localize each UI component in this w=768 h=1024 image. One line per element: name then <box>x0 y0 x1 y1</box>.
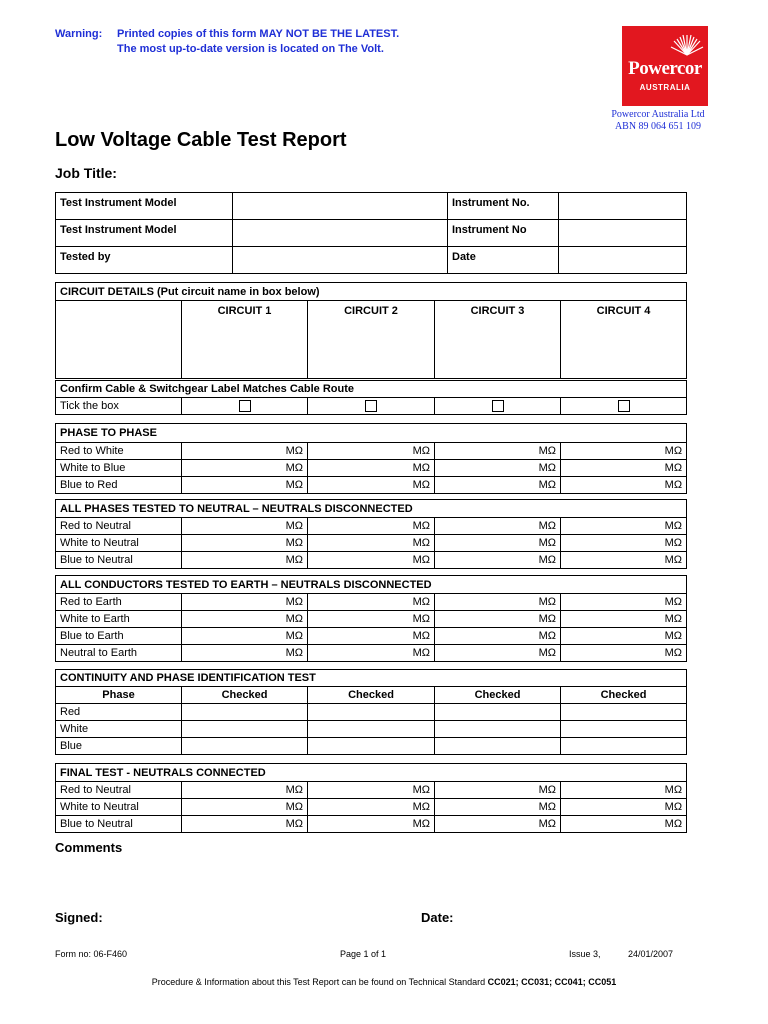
reading-cell[interactable]: MΩ <box>435 460 561 477</box>
reading-cell[interactable]: MΩ <box>308 477 435 494</box>
reading-cell[interactable]: MΩ <box>182 611 308 628</box>
instrument-table <box>55 192 687 274</box>
reading-cell[interactable]: MΩ <box>561 816 687 833</box>
procedure-note <box>0 977 768 987</box>
row-label: White to Blue <box>56 460 182 477</box>
circuit-details-table <box>55 282 687 379</box>
phase-to-phase-heading: PHASE TO PHASE <box>56 424 687 443</box>
continuity-heading: CONTINUITY AND PHASE IDENTIFICATION TEST <box>56 670 687 687</box>
instrument-model-label: Test Instrument Model <box>56 193 233 220</box>
column-header-checked: Checked <box>182 687 308 704</box>
checked-cell[interactable] <box>561 721 687 738</box>
reading-cell[interactable]: MΩ <box>308 443 435 460</box>
instrument-no-label-2: Instrument No <box>448 220 559 247</box>
circuit-3-name[interactable]: CIRCUIT 3 <box>435 301 561 379</box>
circuit-details-note: (Put circuit name in box below) <box>153 285 320 298</box>
company-name: Powercor Australia Ltd <box>611 109 705 120</box>
reading-cell[interactable]: MΩ <box>182 518 308 535</box>
tested-by-field[interactable] <box>233 247 448 274</box>
instrument-no-field-2[interactable] <box>559 220 687 247</box>
circuit-1-name[interactable]: CIRCUIT 1 <box>182 301 308 379</box>
row-label: Neutral to Earth <box>56 645 182 662</box>
reading-cell[interactable]: MΩ <box>182 460 308 477</box>
page-number: Page 1 of 1 <box>340 949 387 959</box>
circuit-4-name[interactable]: CIRCUIT 4 <box>561 301 687 379</box>
powercor-logo <box>622 26 708 106</box>
circuit-details-heading: CIRCUIT DETAILS <box>60 285 154 298</box>
test-date-field[interactable] <box>559 247 687 274</box>
reading-cell[interactable]: MΩ <box>435 477 561 494</box>
row-label: White to Neutral <box>56 535 182 552</box>
row-label: Blue to Neutral <box>56 552 182 569</box>
column-header-phase: Phase <box>56 687 182 704</box>
checked-cell[interactable] <box>435 704 561 721</box>
tick-box-label: Tick the box <box>56 398 182 415</box>
row-label: Blue <box>56 738 182 755</box>
reading-cell[interactable]: MΩ <box>435 782 561 799</box>
reading-cell[interactable]: MΩ <box>561 535 687 552</box>
reading-cell[interactable]: MΩ <box>561 628 687 645</box>
circuit-2-name[interactable]: CIRCUIT 2 <box>308 301 435 379</box>
row-label: Blue to Earth <box>56 628 182 645</box>
reading-cell[interactable]: MΩ <box>561 477 687 494</box>
technical-standards: CC021; CC031; CC041; CC051 <box>487 977 617 987</box>
reading-cell[interactable]: MΩ <box>435 799 561 816</box>
form-number: Form no: 06-F460 <box>55 949 128 959</box>
circuit-blank-cell <box>56 301 182 379</box>
reading-cell[interactable]: MΩ <box>435 594 561 611</box>
reading-cell[interactable]: MΩ <box>182 594 308 611</box>
reading-cell[interactable]: MΩ <box>308 535 435 552</box>
reading-cell[interactable]: MΩ <box>561 552 687 569</box>
circuit-1-checkbox[interactable] <box>239 400 251 412</box>
conductors-to-earth-heading: ALL CONDUCTORS TESTED TO EARTH – NEUTRALS DISCONNECTED <box>56 576 687 594</box>
checked-cell[interactable] <box>182 738 308 755</box>
warning-label: Warning: <box>55 28 103 40</box>
test-date-label: Date <box>448 247 559 274</box>
checked-cell[interactable] <box>308 738 435 755</box>
reading-cell[interactable]: MΩ <box>561 460 687 477</box>
row-label: Blue to Red <box>56 477 182 494</box>
row-label: Red to White <box>56 443 182 460</box>
reading-cell[interactable]: MΩ <box>308 594 435 611</box>
reading-cell[interactable]: MΩ <box>435 552 561 569</box>
checked-cell[interactable] <box>435 721 561 738</box>
final-test-heading: FINAL TEST - NEUTRALS CONNECTED <box>56 764 687 782</box>
reading-cell[interactable]: MΩ <box>308 552 435 569</box>
warning-notice <box>55 27 399 57</box>
reading-cell[interactable]: MΩ <box>561 594 687 611</box>
reading-cell[interactable]: MΩ <box>182 645 308 662</box>
sunburst-icon <box>670 32 704 56</box>
checked-cell[interactable] <box>561 738 687 755</box>
column-header-checked: Checked <box>435 687 561 704</box>
reading-cell[interactable]: MΩ <box>182 552 308 569</box>
conductors-to-earth-table <box>55 575 687 662</box>
row-label: White <box>56 721 182 738</box>
company-abn: ABN 89 064 651 109 <box>614 121 702 132</box>
instrument-no-label: Instrument No. <box>448 193 559 220</box>
tested-by-label: Tested by <box>56 247 233 274</box>
instrument-model-field-2[interactable] <box>233 220 448 247</box>
logo-subtitle: AUSTRALIA <box>639 83 691 92</box>
checked-cell[interactable] <box>308 704 435 721</box>
reading-cell[interactable]: MΩ <box>182 782 308 799</box>
confirm-label-table <box>55 380 687 415</box>
job-title-label: Job Title: <box>55 165 117 181</box>
company-info <box>600 109 716 133</box>
warning-line-2: The most up-to-date version is located on The Volt. <box>117 43 384 55</box>
reading-cell[interactable]: MΩ <box>182 816 308 833</box>
issue-date: 24/01/2007 <box>628 949 674 959</box>
reading-cell[interactable]: MΩ <box>308 460 435 477</box>
reading-cell[interactable]: MΩ <box>308 611 435 628</box>
phases-to-neutral-heading: ALL PHASES TESTED TO NEUTRAL – NEUTRALS DISCONNECTED <box>56 500 687 518</box>
row-label: Blue to Neutral <box>56 816 182 833</box>
reading-cell[interactable]: MΩ <box>561 782 687 799</box>
reading-cell[interactable]: MΩ <box>182 477 308 494</box>
checked-cell[interactable] <box>561 704 687 721</box>
issue-number: Issue 3, <box>569 949 601 959</box>
page-title: Low Voltage Cable Test Report <box>55 129 347 151</box>
row-label: Red <box>56 704 182 721</box>
reading-cell[interactable]: MΩ <box>435 645 561 662</box>
row-label: White to Neutral <box>56 799 182 816</box>
reading-cell[interactable]: MΩ <box>308 799 435 816</box>
phases-to-neutral-table <box>55 499 687 569</box>
reading-cell[interactable]: MΩ <box>308 645 435 662</box>
row-label: White to Earth <box>56 611 182 628</box>
checked-cell[interactable] <box>308 721 435 738</box>
row-label: Red to Neutral <box>56 518 182 535</box>
reading-cell[interactable]: MΩ <box>435 628 561 645</box>
reading-cell[interactable]: MΩ <box>435 816 561 833</box>
phase-to-phase-table <box>55 423 687 494</box>
reading-cell[interactable]: MΩ <box>182 535 308 552</box>
reading-cell[interactable]: MΩ <box>182 443 308 460</box>
checked-cell[interactable] <box>435 738 561 755</box>
row-label: Red to Neutral <box>56 782 182 799</box>
circuit-4-checkbox[interactable] <box>618 400 630 412</box>
reading-cell[interactable]: MΩ <box>182 799 308 816</box>
checked-cell[interactable] <box>182 721 308 738</box>
instrument-no-field[interactable] <box>559 193 687 220</box>
reading-cell[interactable]: MΩ <box>308 518 435 535</box>
sign-date-label: Date: <box>421 910 454 925</box>
column-header-checked: Checked <box>308 687 435 704</box>
checked-cell[interactable] <box>182 704 308 721</box>
confirm-heading: Confirm Cable & Switchgear Label Matches Cable Route <box>56 381 687 398</box>
signed-label: Signed: <box>55 910 103 925</box>
reading-cell[interactable]: MΩ <box>561 443 687 460</box>
reading-cell[interactable]: MΩ <box>561 611 687 628</box>
reading-cell[interactable]: MΩ <box>435 611 561 628</box>
row-label: Red to Earth <box>56 594 182 611</box>
logo-brand: Powercor <box>628 58 702 79</box>
reading-cell[interactable]: MΩ <box>561 645 687 662</box>
column-header-checked: Checked <box>561 687 687 704</box>
final-test-table <box>55 763 687 833</box>
reading-cell[interactable]: MΩ <box>308 782 435 799</box>
reading-cell[interactable]: MΩ <box>561 799 687 816</box>
reading-cell[interactable]: MΩ <box>435 535 561 552</box>
circuit-3-checkbox[interactable] <box>492 400 504 412</box>
reading-cell[interactable]: MΩ <box>435 518 561 535</box>
continuity-table <box>55 669 687 755</box>
reading-cell[interactable]: MΩ <box>308 816 435 833</box>
warning-line-1: Printed copies of this form MAY NOT BE THE LATEST. <box>117 28 400 40</box>
reading-cell[interactable]: MΩ <box>308 628 435 645</box>
reading-cell[interactable]: MΩ <box>561 518 687 535</box>
instrument-model-field[interactable] <box>233 193 448 220</box>
reading-cell[interactable]: MΩ <box>435 443 561 460</box>
reading-cell[interactable]: MΩ <box>182 628 308 645</box>
procedure-text: Procedure & Information about this Test Report can be found on Technical Standard <box>151 977 488 987</box>
comments-label: Comments <box>55 840 123 855</box>
instrument-model-label-2: Test Instrument Model <box>56 220 233 247</box>
circuit-2-checkbox[interactable] <box>365 400 377 412</box>
